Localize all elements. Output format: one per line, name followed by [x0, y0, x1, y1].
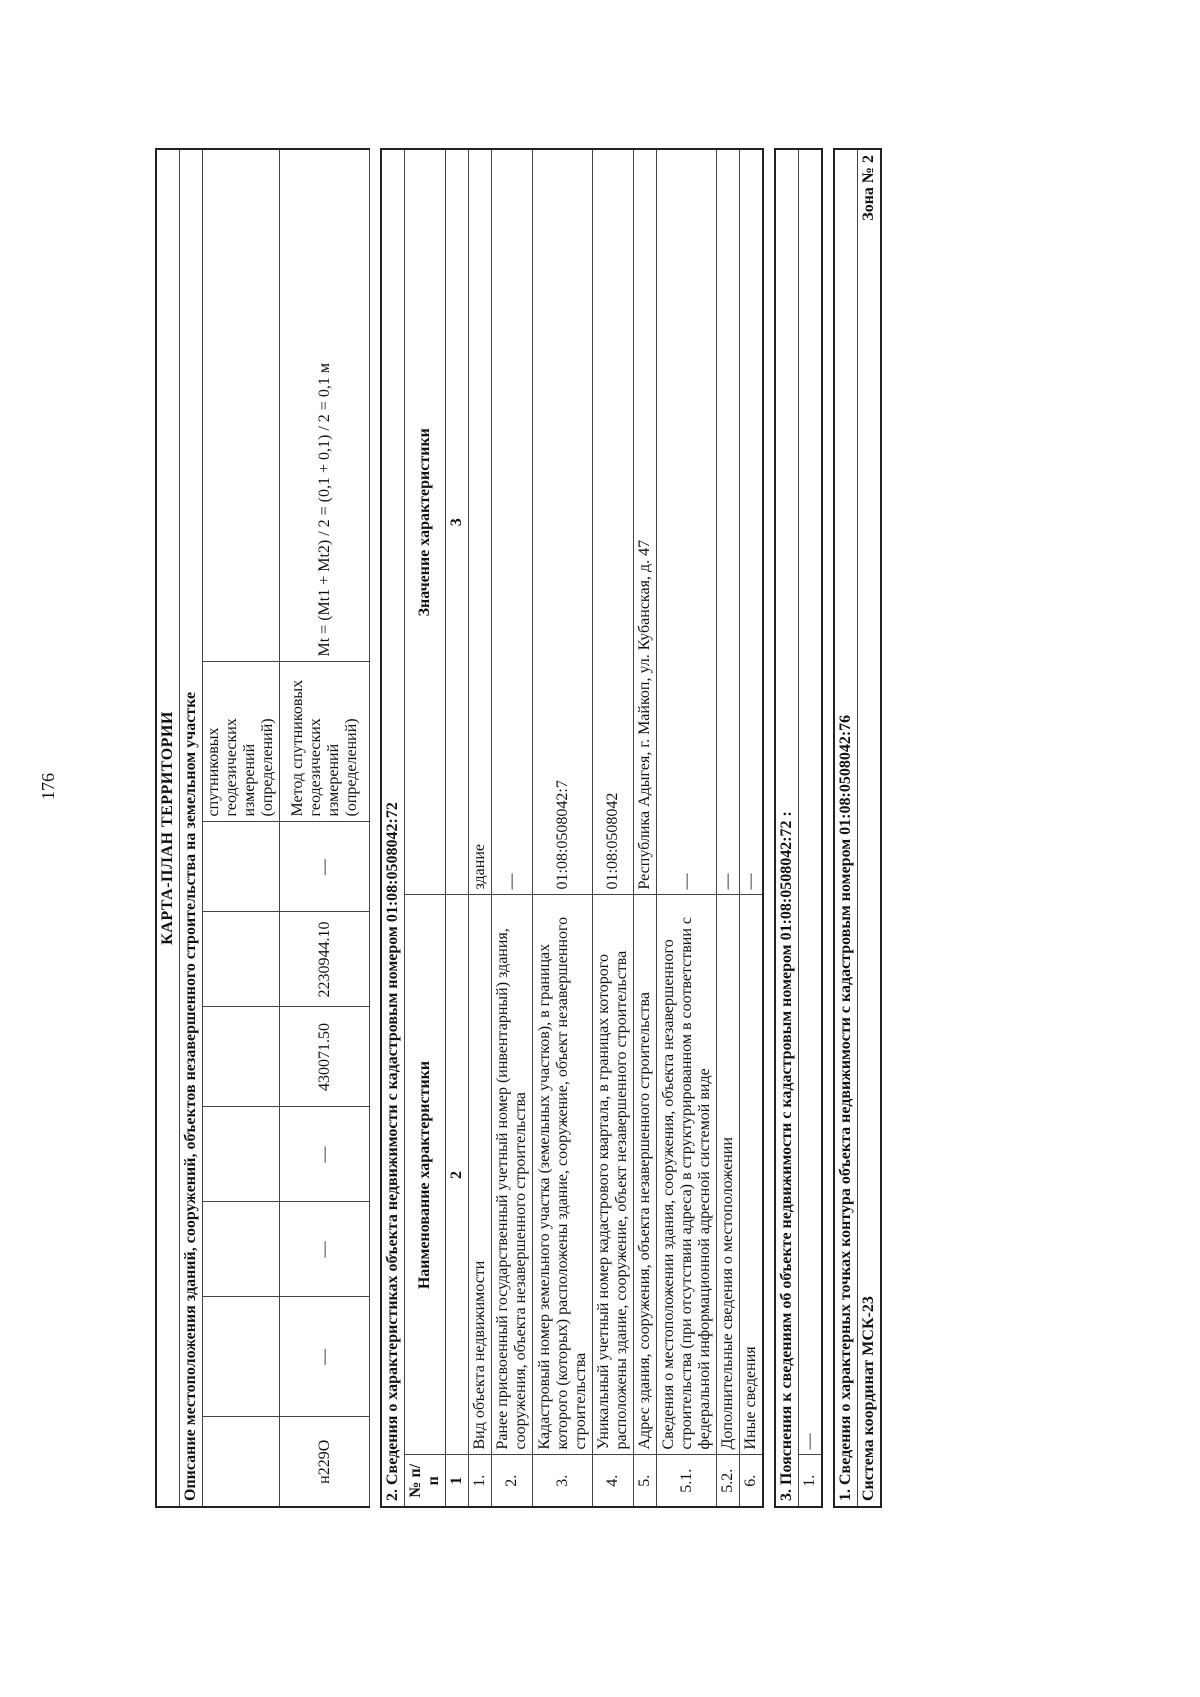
table-row: [469, 149, 492, 1507]
row-value: —: [492, 149, 533, 895]
row-value: 01:08:0508042:7: [533, 149, 593, 895]
section3-table: [774, 148, 823, 1508]
page-number: 176: [38, 773, 58, 800]
method-cell: Метод спутниковых геодезических измерений (определений): [280, 662, 370, 822]
cell-dash: —: [280, 822, 370, 912]
coord-y: 2230944.10: [280, 912, 370, 1007]
row-num: 1.: [799, 1455, 823, 1507]
row-name: Дополнительные сведения о местоположении: [717, 895, 740, 1455]
row-num: 4.: [593, 1455, 634, 1507]
coord-system: Система координат МСК-23: [858, 505, 882, 1507]
table-row: [799, 149, 823, 1507]
section3-title: 3. Пояснения к сведениям об объекте недвижимости с кадастровым номером 01:08:0508042:72 :: [775, 149, 799, 1507]
row-name: Иные сведения: [740, 895, 764, 1455]
zone: Зона № 2: [858, 149, 882, 505]
cell-empty: [203, 1202, 280, 1297]
cell-empty: [203, 1107, 280, 1202]
table-row: [740, 149, 764, 1507]
page-subtitle: Описание местоположения зданий, сооружений, объектов незавершенного строительства на земельном участке: [180, 149, 203, 1507]
row-num: 5.: [634, 1455, 657, 1507]
table-row: [593, 149, 634, 1507]
table-row: [533, 149, 593, 1507]
col-index: 1: [446, 1455, 469, 1507]
row-value: 01:08:0508042: [593, 149, 634, 895]
row-num: 2.: [492, 1455, 533, 1507]
page-title: КАРТА-ПЛАН ТЕРРИТОРИИ: [156, 149, 180, 1507]
row-name: Уникальный учетный номер кадастрового квартала, в границах которого расположены здание, сооружение, объект незавершенного строительства: [593, 895, 634, 1455]
cell-dash: —: [280, 1107, 370, 1202]
section2-title: 2. Сведения о характеристиках объекта недвижимости с кадастровым номером 01:08:0508042:72: [381, 149, 405, 1507]
row-text: —: [799, 149, 823, 1455]
row-value: Республика Адыгея, г. Майкоп, ул. Кубанская, д. 47: [634, 149, 657, 895]
cell-empty: [203, 912, 280, 1007]
row-value: здание: [469, 149, 492, 895]
col-header-num: № п/п: [405, 1455, 446, 1507]
row-num: 3.: [533, 1455, 593, 1507]
row-name: Адрес здания, сооружения, объекта незавершенного строительства: [634, 895, 657, 1455]
row-num: 1.: [469, 1455, 492, 1507]
table-row: [657, 149, 717, 1507]
col-header-value: Значение характеристики: [405, 149, 446, 895]
table-row: [634, 149, 657, 1507]
coords-table: [155, 148, 370, 1508]
row-name: Сведения о местоположении здания, сооружения, объекта незавершенного строительства (при отсутствии адреса) в структурированном в соответствии с федеральной информационной адресной системой виде: [657, 895, 717, 1455]
row-value: —: [740, 149, 764, 895]
row-num: 5.2.: [717, 1455, 740, 1507]
cell-dash: —: [280, 1202, 370, 1297]
row-name: Ранее присвоенный государственный учетный номер (инвентарный) здания, сооружения, объекта незавершенного строительства: [492, 895, 533, 1455]
method-cell-top: спутниковых геодезических измерений (определений): [203, 662, 280, 822]
cell-empty: [203, 1297, 280, 1417]
table-row: [717, 149, 740, 1507]
cell-empty: [203, 1417, 280, 1507]
cell-empty: [203, 149, 280, 662]
section1-table: [833, 148, 882, 1508]
row-value: —: [717, 149, 740, 895]
accuracy-formula: Mt = (Mt1 + Mt2) / 2 = (0,1 + 0,1) / 2 = 0,1 м: [280, 149, 370, 662]
cell-dash: —: [280, 1297, 370, 1417]
col-index: 2: [446, 895, 469, 1455]
table-row: [492, 149, 533, 1507]
row-name: Вид объекта недвижимости: [469, 895, 492, 1455]
col-header-name: Наименование характеристики: [405, 895, 446, 1455]
coord-x: 430071.50: [280, 1007, 370, 1107]
row-name: Кадастровый номер земельного участка (земельных участков), в границах которого (которых) расположены здание, сооружение, объект незавершенного строительства: [533, 895, 593, 1455]
row-value: —: [657, 149, 717, 895]
section1-title: 1. Сведения о характерных точках контура объекта недвижимости с кадастровым номером 01:08:0508042:76: [834, 149, 858, 1507]
row-num: 6.: [740, 1455, 764, 1507]
row-num: 5.1.: [657, 1455, 717, 1507]
rotated-sheet: [155, 148, 960, 1508]
point-name: н229О: [280, 1417, 370, 1507]
col-index: 3: [446, 149, 469, 895]
cell-empty: [203, 1007, 280, 1107]
cell-empty: [203, 822, 280, 912]
section2-table: [380, 148, 764, 1508]
